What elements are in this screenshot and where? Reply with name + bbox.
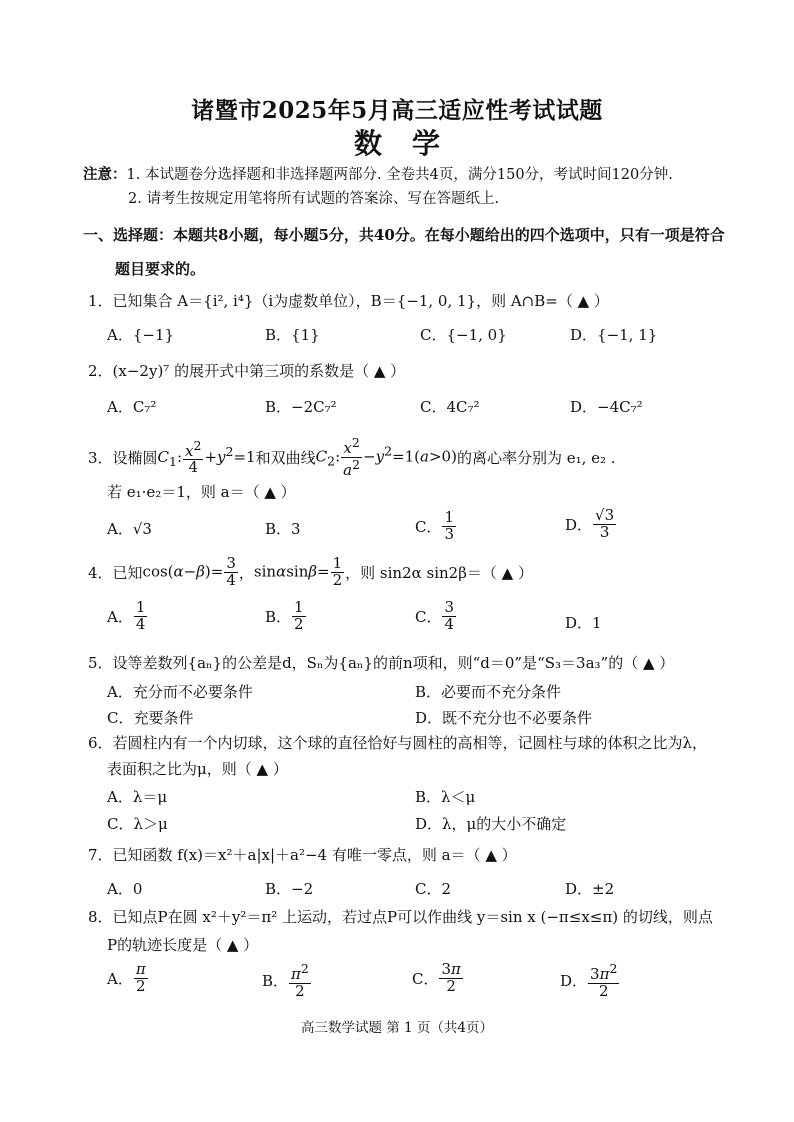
section-header: 一、选择题：本题共8小题，每小题5分，共40分。在每小题给出的四个选项中，只有一项是符合 xyxy=(83,226,725,244)
q3-ellipse-equation: $C_1$: $\frac{x^2}{4}$ $+y^2=1$ xyxy=(157,437,256,477)
q3-stem-b: 和双曲线 xyxy=(255,448,316,467)
q3-option-a: A．√3 xyxy=(107,520,152,538)
q4-option-b xyxy=(265,600,307,633)
q3-option-c-fraction: $\frac{1}{3}$ xyxy=(444,508,455,543)
q3-hyperbola-equation: $C_2$: $\frac{x^2}{a^2}$ $-y^2=1(a>0)$ xyxy=(315,435,457,479)
notes-text-1: 1. 本试题卷分选择题和非选择题两部分. 全卷共4页，满分150分，考试时间120分钟. xyxy=(126,167,673,183)
page-footer: 高三数学试题 第 1 页（共4页） xyxy=(300,1020,494,1036)
q3-stem-a: 3．设椭圆 xyxy=(88,448,158,467)
q2-option-c: C．4C₇² xyxy=(420,398,480,416)
q3-option-d-label: D． xyxy=(565,515,593,534)
notes-line-2: 2. 请考生按规定用笔将所有试题的答案涂、写在答题纸上. xyxy=(128,191,500,207)
q4-option-b-fraction: $\frac{1}{2}$ xyxy=(294,598,304,633)
notes-line-1 xyxy=(83,163,673,184)
q4-option-a-fraction: $\frac{1}{4}$ xyxy=(135,598,146,633)
q8-option-c-fraction: $\frac{3\pi}{2}$ xyxy=(441,960,461,995)
q7-option-d: D．±2 xyxy=(565,880,615,898)
section-header-2: 题目要求的。 xyxy=(115,260,206,278)
q4-option-d: D．1 xyxy=(565,614,602,632)
question-2-stem: 2．(x−2y)⁷ 的展开式中第三项的系数是（ ▲ ） xyxy=(88,362,406,380)
question-8-stem-2: P的轨迹长度是（ ▲ ） xyxy=(107,936,259,954)
q5-option-a: A．充分而不必要条件 xyxy=(107,683,253,701)
q4-option-a-label: A． xyxy=(107,607,133,626)
question-3-stem-2: 若 e₁·e₂＝1，则 a＝（ ▲ ） xyxy=(107,483,296,501)
q3-option-c xyxy=(415,510,457,543)
q4-option-c xyxy=(415,600,457,633)
question-7-stem: 7．已知函数 f(x)＝x²＋a|x|＋a²−4 有唯一零点，则 a＝（ ▲ ） xyxy=(88,846,517,864)
q7-option-b: B．−2 xyxy=(265,880,314,898)
exam-title: 诸暨市2025年5月高三适应性考试试题 xyxy=(191,97,603,124)
question-6-stem-2: 表面积之比为μ，则（ ▲ ） xyxy=(107,760,288,778)
q4-option-b-label: B． xyxy=(265,607,292,626)
q4-stem-c: ，则 sin2α sin2β＝（ ▲ ） xyxy=(345,563,533,582)
q6-option-d: D．λ，μ的大小不确定 xyxy=(415,815,567,833)
q4-stem-b: ， xyxy=(238,563,254,582)
q8-option-c xyxy=(412,962,464,995)
q8-option-b-fraction: $\frac{\pi^2}{2}$ xyxy=(291,961,309,1000)
q7-option-c: C．2 xyxy=(415,880,452,898)
q8-option-a xyxy=(107,962,149,995)
q4-option-c-label: C． xyxy=(415,607,442,626)
q7-option-a: A．0 xyxy=(107,880,143,898)
q5-option-b: B．必要而不充分条件 xyxy=(415,683,562,701)
question-5-stem: 5．设等差数列{aₙ}的公差是d，Sₙ为{aₙ}的前n项和，则“d＝0”是“S₃＝3a₃”的（ ▲ ） xyxy=(88,654,675,672)
notes-label: 注意： xyxy=(83,166,127,183)
q4-option-a xyxy=(107,600,148,633)
q3-option-d xyxy=(565,508,617,541)
q3-option-d-fraction: $\frac{√3}{3}$ xyxy=(595,506,615,541)
question-4-stem xyxy=(88,556,533,589)
q5-option-d: D．既不充分也不必要条件 xyxy=(415,709,593,727)
q2-option-d: D．−4C₇² xyxy=(570,398,643,416)
q8-option-b xyxy=(262,962,312,1000)
q8-option-a-label: A． xyxy=(107,969,133,988)
subject-title: 数学 xyxy=(353,127,470,160)
q2-option-b: B．−2C₇² xyxy=(265,398,337,416)
q8-option-d-label: D． xyxy=(560,972,588,991)
question-3-stem xyxy=(88,436,616,479)
q1-option-d: D．{−1, 1} xyxy=(570,326,658,344)
q6-option-c: C．λ＞μ xyxy=(107,815,168,833)
q8-option-c-label: C． xyxy=(412,969,439,988)
q1-option-a: A．{−1} xyxy=(107,326,175,344)
question-6-stem: 6．若圆柱内有一个内切球，这个球的直径恰好与圆柱的高相等，记圆柱与球的体积之比为λ， xyxy=(88,734,708,752)
q8-option-d xyxy=(560,962,620,1000)
question-8-stem: 8．已知点P在圆 x²＋y²＝π² 上运动，若过点P可以作曲线 y＝sin x (−π≤x≤π) 的切线，则点 xyxy=(88,908,713,926)
q6-option-b: B．λ＜μ xyxy=(415,788,476,806)
q4-option-c-fraction: $\frac{3}{4}$ xyxy=(444,598,455,633)
q2-option-a: A．C₇² xyxy=(107,398,157,416)
q3-option-c-label: C． xyxy=(415,517,442,536)
q1-option-b: B．{1} xyxy=(265,326,320,344)
q8-option-d-fraction: $\frac{3\pi^2}{2}$ xyxy=(590,961,618,1000)
q4-cos-condition: cos(α−β)= $\frac{3}{4}$ xyxy=(142,554,236,589)
q4-sin-condition: sinαsinβ= $\frac{1}{2}$ xyxy=(253,554,343,589)
q8-option-a-fraction: $\frac{\pi}{2}$ xyxy=(135,960,146,995)
q4-stem-a: 4．已知 xyxy=(88,563,143,582)
q8-option-b-label: B． xyxy=(262,972,289,991)
q1-option-c: C．{−1, 0} xyxy=(420,326,507,344)
q3-option-b: B．3 xyxy=(265,520,301,538)
q6-option-a: A．λ＝μ xyxy=(107,788,168,806)
q5-option-c: C．充要条件 xyxy=(107,709,194,727)
question-1-stem: 1．已知集合 A＝{i², i⁴}（i为虚数单位），B＝{−1, 0, 1}，则 A∩B=（ ▲ ） xyxy=(88,292,609,310)
q3-stem-c: 的离心率分别为 e₁, e₂ . xyxy=(456,448,616,467)
